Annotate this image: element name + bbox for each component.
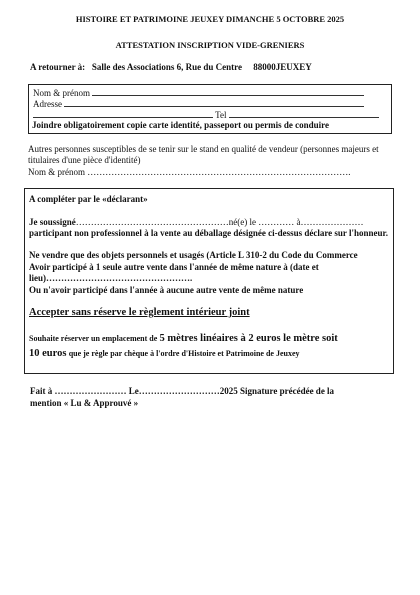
return-label: A retourner à:	[30, 62, 86, 72]
address-label: Adresse	[33, 99, 62, 109]
other-name-label: Nom & prénom	[28, 167, 85, 177]
reservation-length: 5 mètres linéaires à 2 euros le mètre soit	[159, 333, 338, 344]
rules-heading: Accepter sans réserve le règlement intérieur joint	[29, 307, 250, 318]
return-address: Salle des Associations 6, Rue du Centre	[91, 62, 243, 72]
undersigned-label: Je soussigné	[29, 217, 76, 227]
contact-box	[28, 84, 392, 134]
id-note: Joindre obligatoirement copie carte identité, passeport ou permis de conduire	[32, 120, 329, 130]
declarant-heading: A compléter par le «déclarant»	[29, 194, 148, 204]
personal-items-statement: Ne vendre que des objets personnels et usagés (Article L 310-2 du Code du Commerce	[29, 250, 358, 260]
form-title: ATTESTATION INSCRIPTION VIDE-GRENIERS	[115, 40, 305, 50]
no-previous-sale-statement: Ou n'avoir participé dans l'année à aucune autre vente de même nature	[29, 285, 304, 295]
name-label: Nom & prénom	[33, 88, 90, 98]
reservation-payment: que je règle par chèque à l'ordre d'Histoire et Patrimoine de Jeuxey	[68, 349, 300, 358]
name-field[interactable]	[92, 95, 364, 96]
return-line	[30, 62, 312, 72]
signature-line: Fait à …………………… Le………………………2025 Signature précédée de la	[30, 386, 335, 396]
other-name-field[interactable]: …………………………………………………………………………….	[87, 167, 351, 177]
tel-label: Tel	[215, 110, 227, 120]
other-persons-row	[28, 167, 351, 178]
address-row	[33, 99, 364, 110]
other-persons-text: Autres personnes susceptibles de se tenir sur le stand en qualité de vendeur (personnes majeurs et titulaires d'une pièce d'identité)	[28, 144, 379, 165]
reservation-paragraph	[29, 331, 391, 361]
declarant-box	[24, 188, 394, 374]
name-row	[33, 88, 364, 99]
reservation-price: 10 euros	[29, 348, 67, 359]
declaration-paragraph	[29, 217, 389, 239]
reservation-text-a: Souhaite réserver un emplacement de	[29, 334, 158, 343]
honour-statement: participant non professionnel à la vente au déballage désignée ci-dessus déclare sur l'honneur.	[29, 228, 388, 238]
signature-mention: mention « Lu & Approuvé »	[30, 398, 139, 408]
event-title: HISTOIRE ET PATRIMOINE JEUXEY DIMANCHE 5 OCTOBRE 2025	[75, 14, 345, 24]
return-city: 88000JEUXEY	[253, 62, 312, 72]
tel-field[interactable]	[229, 117, 379, 118]
undersigned-field[interactable]: ……………………………………………né(e) le ………… à…………………	[75, 217, 364, 227]
address-field-2[interactable]	[33, 117, 213, 118]
previous-sale-statement: Avoir participé à 1 seule autre vente dans l'année de même nature à (date et lieu)………………………………………….	[29, 262, 319, 283]
address-field[interactable]	[64, 106, 364, 107]
